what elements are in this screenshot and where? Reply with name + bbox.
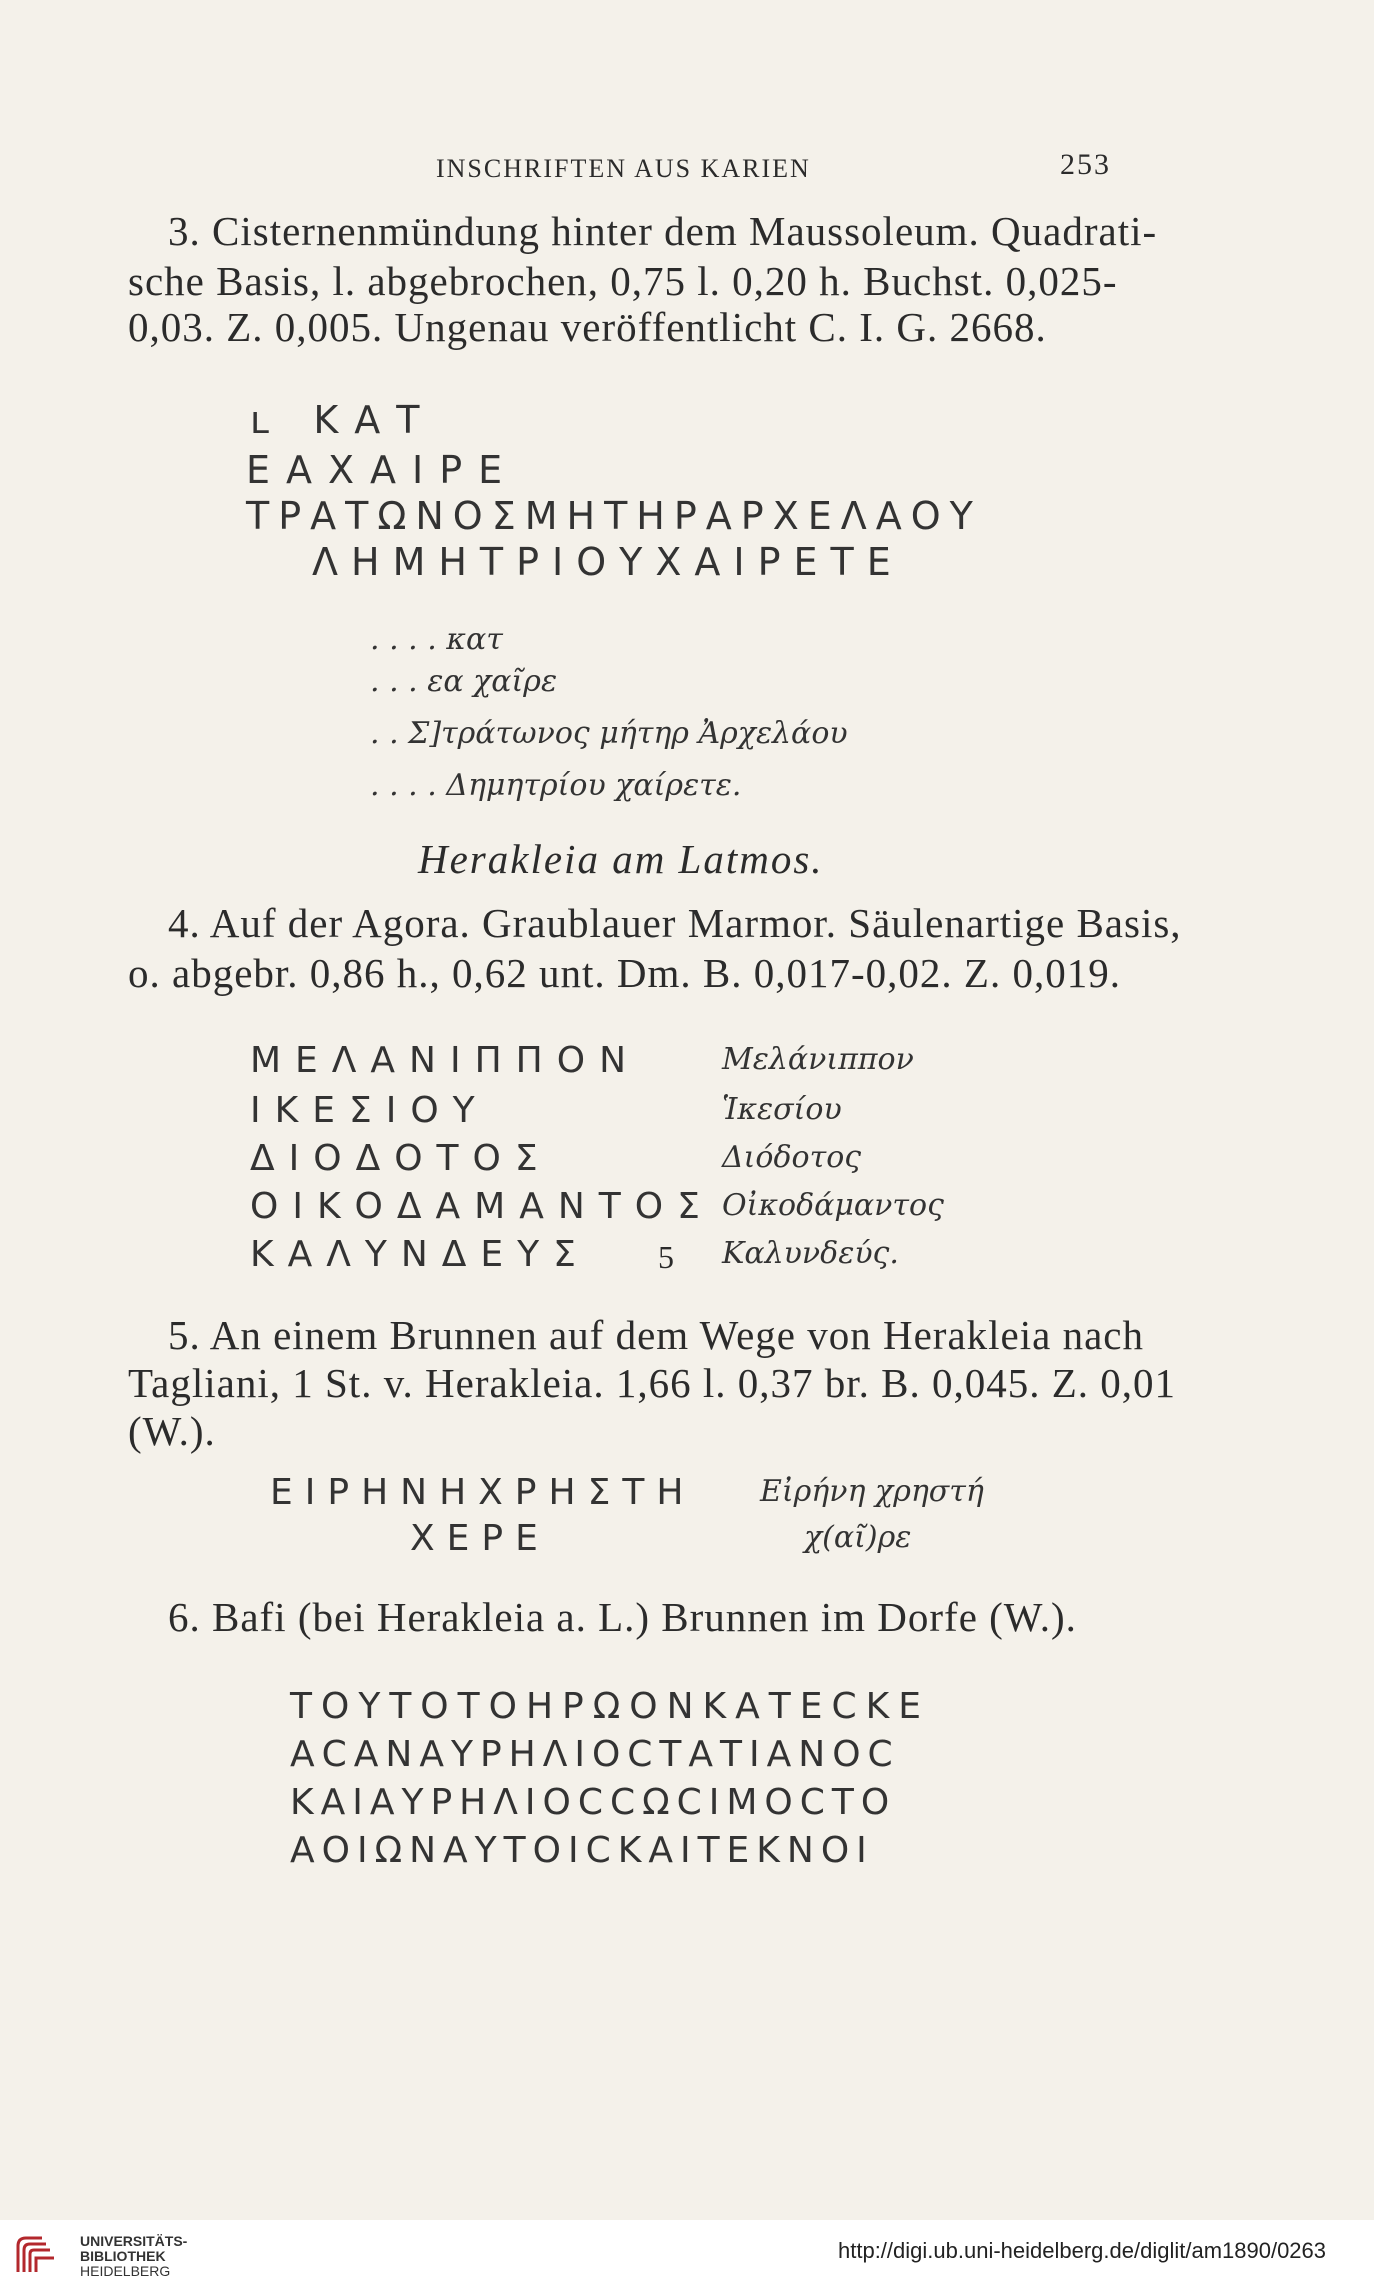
page-number: 253: [1060, 148, 1111, 181]
inscription-line: ΛΗΜΗΤΡΙΟΥΧΑΙΡΕΤΕ: [312, 540, 904, 584]
transcription-line: Οἰκοδάμαντος: [722, 1188, 944, 1223]
inscription-line: ΜΕΛΑΝΙΠΠΟΝ: [250, 1040, 641, 1081]
inscription-line: ΕΑΧΑΙΡΕ: [246, 448, 519, 492]
transcription-line: Ἱκεσίου: [722, 1092, 842, 1127]
section-3-line: sche Basis, l. abgebrochen, 0,75 l. 0,20 h. Buchst. 0,025-: [128, 258, 1118, 304]
section-5-line: (W.).: [128, 1408, 216, 1454]
inscription-line: ΔΙΟΔΟΤΟΣ: [250, 1138, 552, 1179]
inscription-line: ΑϹΑΝΑΥΡΗΛΙΟϹΤΑΤΙΑΝΟϹ: [290, 1734, 900, 1775]
source-url[interactable]: http://digi.ub.uni-heidelberg.de/diglit/am1890/0263: [838, 2238, 1327, 2263]
section-heading: Herakleia am Latmos.: [418, 836, 824, 882]
inscription-line: ΟΙΚΟΔΑΜΑΝΤΟΣ: [250, 1186, 714, 1227]
library-name-line: UNIVERSITÄTS-: [80, 2233, 188, 2249]
library-name-line: BIBLIOTHEK: [80, 2248, 166, 2264]
section-5-line: 5. An einem Brunnen auf dem Wege von Herakleia nach: [168, 1312, 1144, 1358]
inscription-line: ΚΑΙΑΥΡΗΛΙΟϹϹΩϹΙΜΟϹΤΟ: [290, 1782, 897, 1823]
section-6-line: 6. Bafi (bei Herakleia a. L.) Brunnen im Dorfe (W.).: [168, 1594, 1077, 1640]
inscription-line: ΕΙΡΗΝΗΧΡΗΣΤΗ: [270, 1472, 696, 1513]
library-name: [80, 2234, 187, 2279]
inscription-line: ΚΑΛΥΝΔΕΥΣ: [250, 1234, 590, 1275]
inscription-line: ΑΟΙΩΝΑΥΤΟΙϹΚΑΙΤΕΚΝΟΙ: [290, 1830, 874, 1871]
section-4-line: 4. Auf der Agora. Graublauer Marmor. Säulenartige Basis,: [168, 900, 1182, 946]
section-3-line: 3. Cisternenmündung hinter dem Maussoleum. Quadrati-: [168, 208, 1158, 254]
inscription-line: ΤΟΥΤΟΤΟΗΡΩΟΝΚΑΤΕϹΚΕ: [290, 1686, 930, 1727]
transcription-line: Εἰρήνη χρηστή: [760, 1474, 984, 1509]
transcription-line: . . . . Δημητρίου χαίρετε.: [370, 768, 742, 803]
transcription-line: Μελάνιππον: [722, 1042, 914, 1077]
inscription-line: ΧΕΡΕ: [410, 1518, 550, 1559]
transcription-line: . . . εα χαῖρε: [370, 664, 558, 699]
section-4-line: o. abgebr. 0,86 h., 0,62 unt. Dm. B. 0,017-0,02. Z. 0,019.: [128, 950, 1121, 996]
library-name-line: HEIDELBERG: [80, 2263, 171, 2279]
inscription-line: ʟ ΚΑΤ: [250, 398, 436, 442]
section-3-line: 0,03. Z. 0,005. Ungenau veröffentlicht C. I. G. 2668.: [128, 304, 1047, 350]
transcription-line: χ(αῖ)ρε: [804, 1520, 912, 1555]
transcription-line: . . . . κατ: [370, 622, 503, 657]
library-logo-icon: [12, 2232, 66, 2274]
running-title: INSCHRIFTEN AUS KARIEN: [436, 154, 811, 183]
inscription-line: ΤΡΑΤΩΝΟΣΜΗΤΗΡΑΡΧΕΛΑΟΥ: [246, 494, 982, 538]
line-number: 5: [658, 1239, 675, 1275]
section-5-line: Tagliani, 1 St. v. Herakleia. 1,66 l. 0,37 br. B. 0,045. Z. 0,01: [128, 1360, 1177, 1406]
transcription-line: Διόδοτος: [722, 1140, 862, 1175]
inscription-line: ΙΚΕΣΙΟΥ: [250, 1090, 489, 1131]
transcription-line: . . Σ]τράτωνος μήτηρ Ἀρχελάου: [370, 716, 848, 751]
transcription-line: Καλυνδεύς.: [722, 1236, 899, 1271]
